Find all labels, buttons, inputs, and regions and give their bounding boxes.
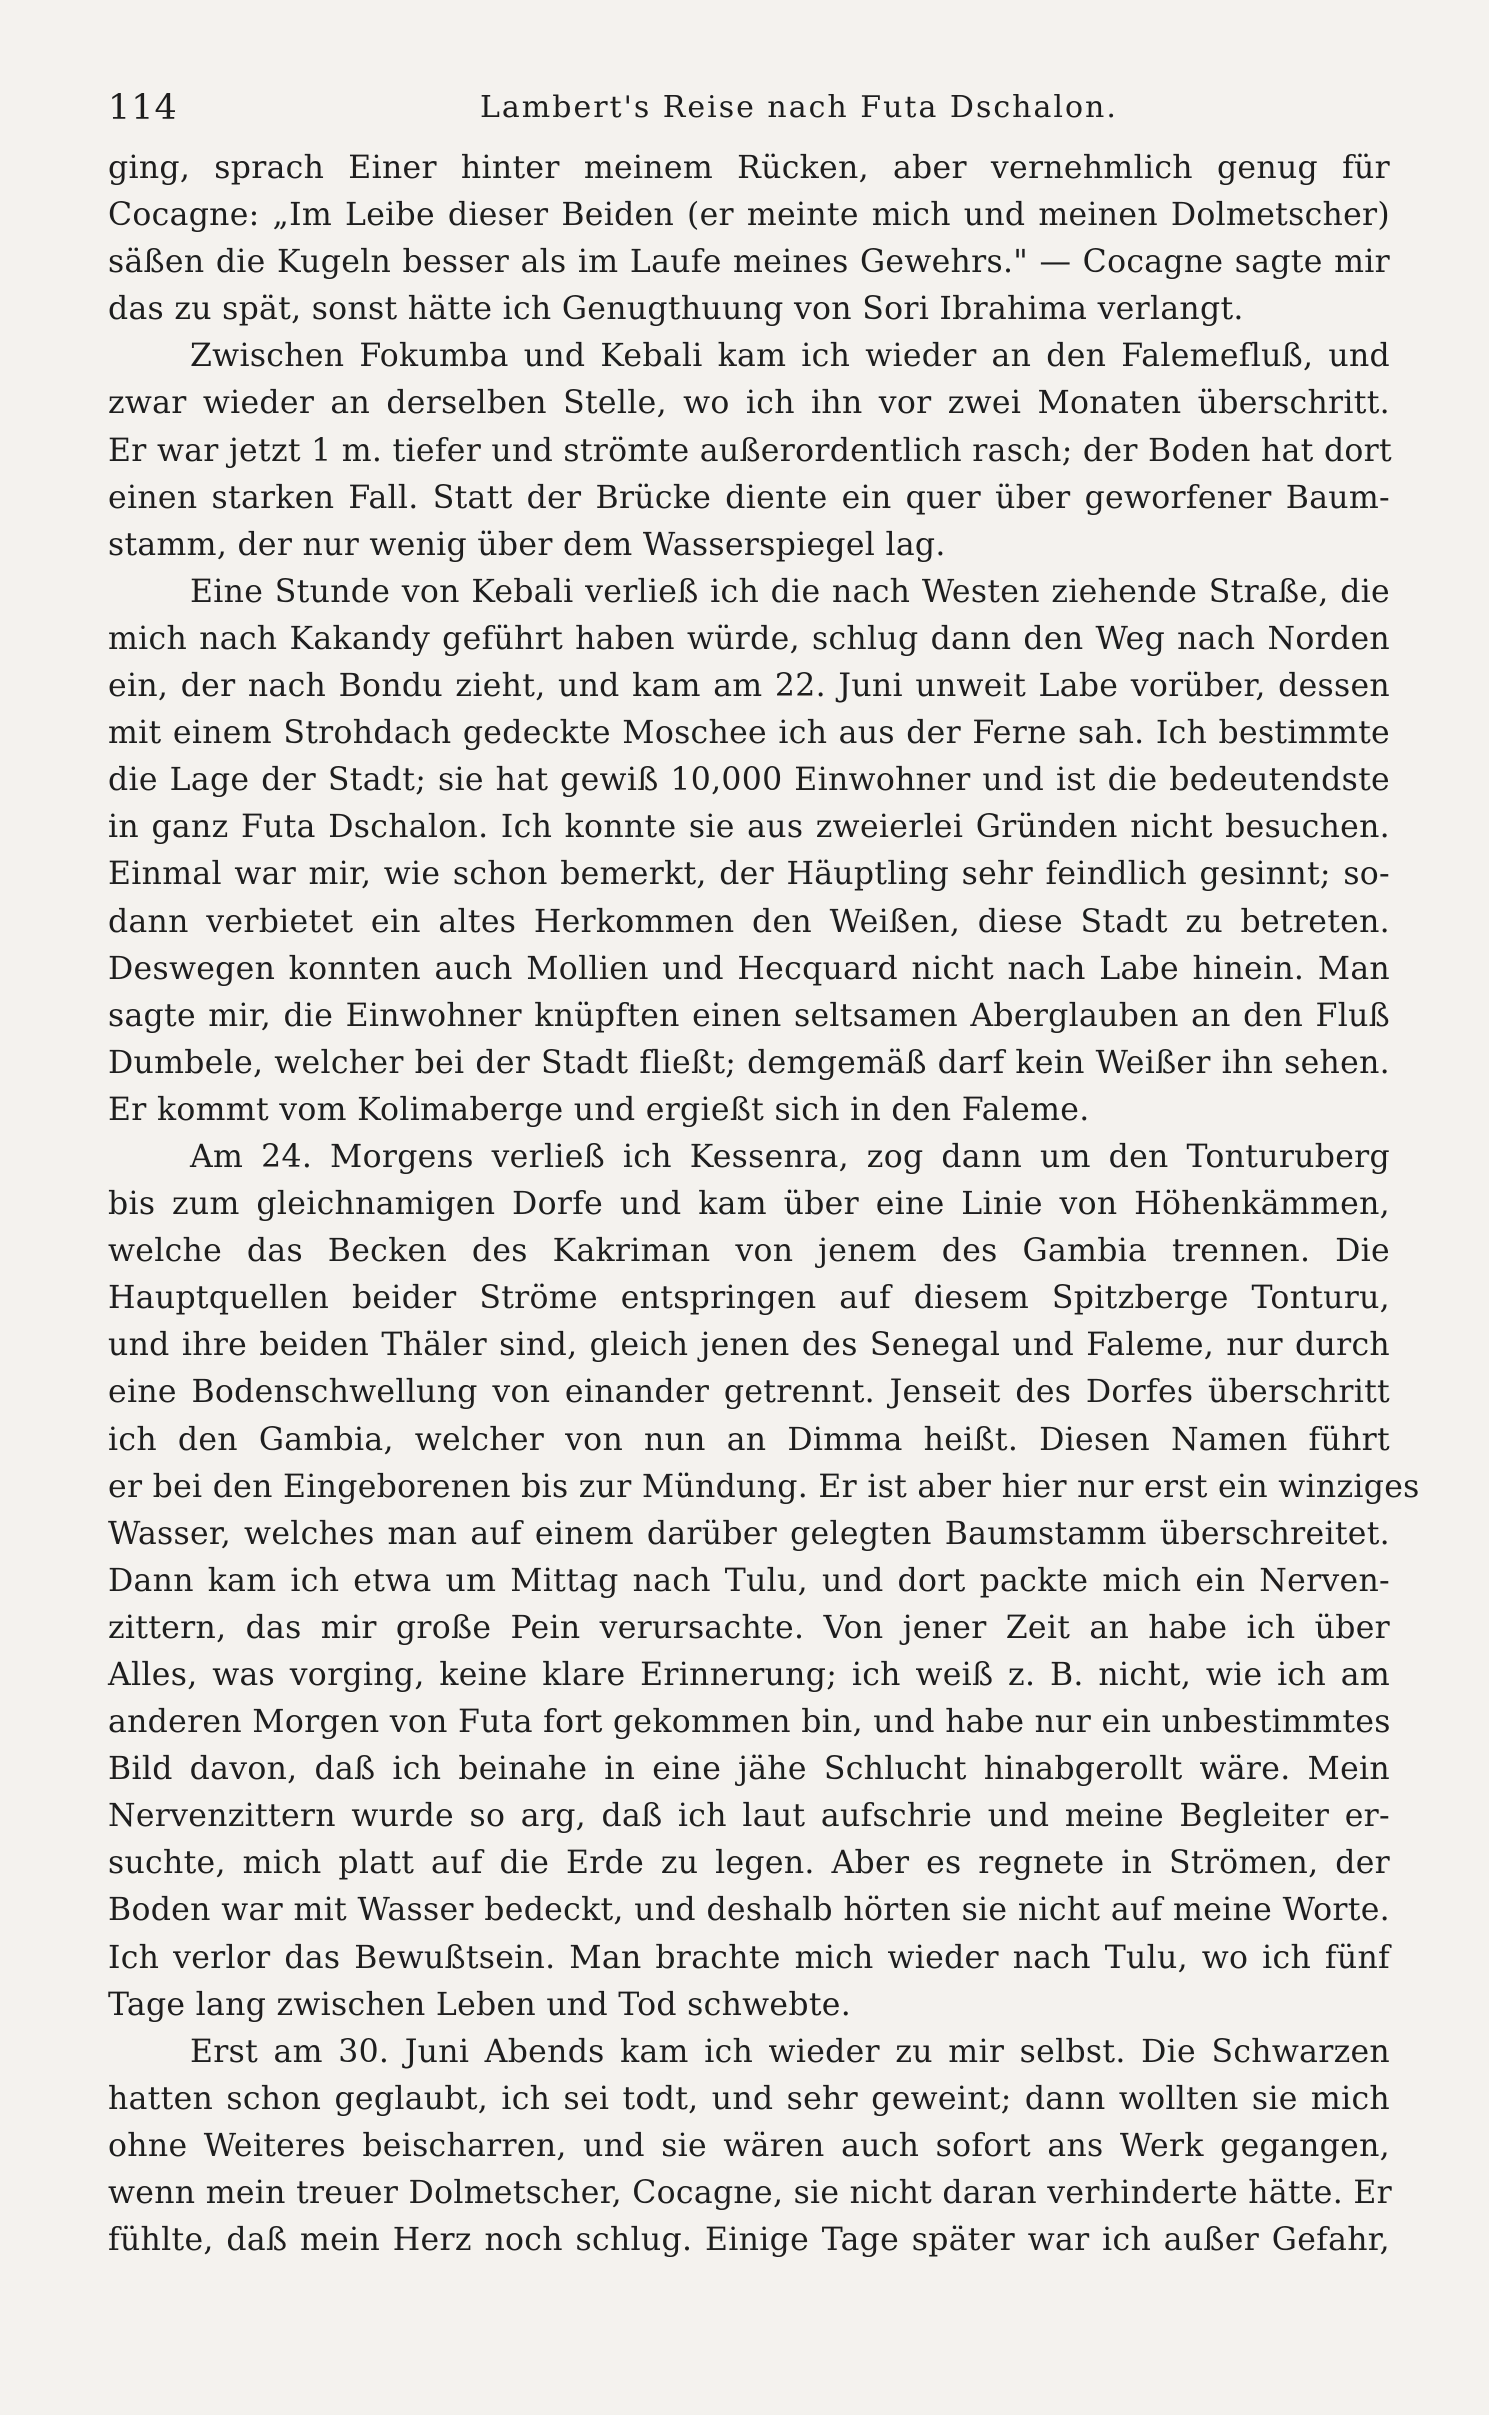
text-line: ging, sprach Einer hinter meinem Rücken, aber vernehmlich genug für bbox=[108, 150, 1390, 186]
text-line: die Lage der Stadt; sie hat gewiß 10,000 Einwohner und ist die bedeutendste bbox=[108, 762, 1390, 799]
body-text bbox=[108, 145, 1420, 2264]
text-line: Tage lang zwischen Leben und Tod schwebte. bbox=[108, 1986, 852, 2023]
text-line: Er war jetzt 1 m. tiefer und strömte außerordentlich rasch; der Boden hat dort bbox=[108, 432, 1392, 469]
text-line: bis zum gleichnamigen Dorfe und kam über eine Linie von Höhenkämmen, bbox=[108, 1186, 1390, 1223]
text-line: in ganz Futa Dschalon. Ich konnte sie aus zweierlei Gründen nicht besuchen. bbox=[108, 809, 1390, 846]
text-line: dann verbietet ein altes Herkommen den Weißen, diese Stadt zu betreten. bbox=[108, 903, 1390, 940]
text-line: Eine Stunde von Kebali verließ ich die nach Westen ziehende Straße, die bbox=[190, 573, 1390, 610]
text-line: zittern, das mir große Pein verursachte. Von jener Zeit an habe ich über bbox=[108, 1609, 1390, 1646]
text-line: Zwischen Fokumba und Kebali kam ich wieder an den Falemefluß, und bbox=[190, 338, 1390, 375]
text-line: mich nach Kakandy geführt haben würde, schlug dann den Weg nach Norden bbox=[108, 620, 1390, 657]
text-line: sagte mir, die Einwohner knüpften einen seltsamen Aberglauben an den Fluß bbox=[108, 997, 1390, 1034]
text-line: wenn mein treuer Dolmetscher, Cocagne, sie nicht daran verhinderte hätte. Er bbox=[108, 2175, 1393, 2212]
text-line: eine Bodenschwellung von einander getrennt. Jenseit des Dorfes überschritt bbox=[108, 1374, 1390, 1411]
text-line: hatten schon geglaubt, ich sei todt, und sehr geweint; dann wollten sie mich bbox=[108, 2080, 1390, 2117]
text-line: ohne Weiteres beischarren, und sie wären auch sofort ans Werk gegangen, bbox=[108, 2127, 1390, 2164]
text-line: Boden war mit Wasser bedeckt, und deshalb hörten sie nicht auf meine Worte. bbox=[108, 1892, 1390, 1929]
text-line: Dann kam ich etwa um Mittag nach Tulu, und dort packte mich ein Nerven- bbox=[108, 1562, 1390, 1599]
text-line: das zu spät, sonst hätte ich Genugthuung von Sori Ibrahima verlangt. bbox=[108, 291, 1244, 328]
running-head bbox=[108, 84, 1388, 132]
text-line: Dumbele, welcher bei der Stadt fließt; demgemäß darf kein Weißer ihn sehen. bbox=[108, 1044, 1390, 1081]
text-line: Nervenzittern wurde so arg, daß ich laut aufschrie und meine Begleiter er- bbox=[108, 1798, 1390, 1835]
text-line: ich den Gambia, welcher von nun an Dimma heißt. Diesen Namen führt bbox=[108, 1421, 1390, 1458]
text-line: stamm, der nur wenig über dem Wasserspiegel lag. bbox=[108, 526, 946, 563]
text-line: welche das Becken des Kakriman von jenem des Gambia trennen. Die bbox=[108, 1233, 1390, 1270]
text-line: Einmal war mir, wie schon bemerkt, der Häuptling sehr feindlich gesinnt; so- bbox=[108, 856, 1390, 893]
text-line: fühlte, daß mein Herz noch schlug. Einige Tage später war ich außer Gefahr, bbox=[108, 2222, 1390, 2259]
text-line: Am 24. Morgens verließ ich Kessenra, zog dann um den Tonturuberg bbox=[190, 1138, 1390, 1175]
text-line: einen starken Fall. Statt der Brücke diente ein quer über geworfener Baum- bbox=[108, 479, 1390, 516]
text-line: zwar wieder an derselben Stelle, wo ich ihn vor zwei Monaten überschritt. bbox=[108, 385, 1390, 422]
text-line: säßen die Kugeln besser als im Laufe meines Gewehrs." — Cocagne sagte mir bbox=[108, 244, 1390, 281]
running-title: Lambert's Reise nach Futa Dschalon. bbox=[480, 90, 1118, 125]
text-line: mit einem Strohdach gedeckte Moschee ich aus der Ferne sah. Ich bestimmte bbox=[108, 715, 1390, 752]
text-line: und ihre beiden Thäler sind, gleich jenen des Senegal und Faleme, nur durch bbox=[108, 1327, 1390, 1364]
text-line: Cocagne: „Im Leibe dieser Beiden (er meinte mich und meinen Dolmetscher) bbox=[108, 197, 1390, 234]
text-line: er bei den Eingeborenen bis zur Mündung. Er ist aber hier nur erst ein winziges bbox=[108, 1468, 1420, 1505]
text-line: Deswegen konnten auch Mollien und Hecquard nicht nach Labe hinein. Man bbox=[108, 950, 1390, 987]
text-line: suchte, mich platt auf die Erde zu legen. Aber es regnete in Strömen, der bbox=[108, 1845, 1390, 1882]
text-line: Hauptquellen beider Ströme entspringen auf diesem Spitzberge Tonturu, bbox=[108, 1280, 1390, 1317]
page-number: 114 bbox=[108, 88, 178, 128]
text-line: Er kommt vom Kolimaberge und ergießt sich in den Faleme. bbox=[108, 1091, 1090, 1128]
text-line: ein, der nach Bondu zieht, und kam am 22. Juni unweit Labe vorüber, dessen bbox=[108, 668, 1390, 705]
text-line: Ich verlor das Bewußtsein. Man brachte mich wieder nach Tulu, wo ich fünf bbox=[108, 1939, 1390, 1976]
text-line: anderen Morgen von Futa fort gekommen bin, und habe nur ein unbestimmtes bbox=[108, 1704, 1391, 1741]
text-line: Bild davon, daß ich beinahe in eine jähe Schlucht hinabgerollt wäre. Mein bbox=[108, 1751, 1390, 1788]
text-line: Erst am 30. Juni Abends kam ich wieder zu mir selbst. Die Schwarzen bbox=[190, 2033, 1390, 2070]
text-line: Wasser, welches man auf einem darüber gelegten Baumstamm überschreitet. bbox=[108, 1515, 1390, 1552]
text-line: Alles, was vorging, keine klare Erinnerung; ich weiß z. B. nicht, wie ich am bbox=[108, 1657, 1390, 1693]
